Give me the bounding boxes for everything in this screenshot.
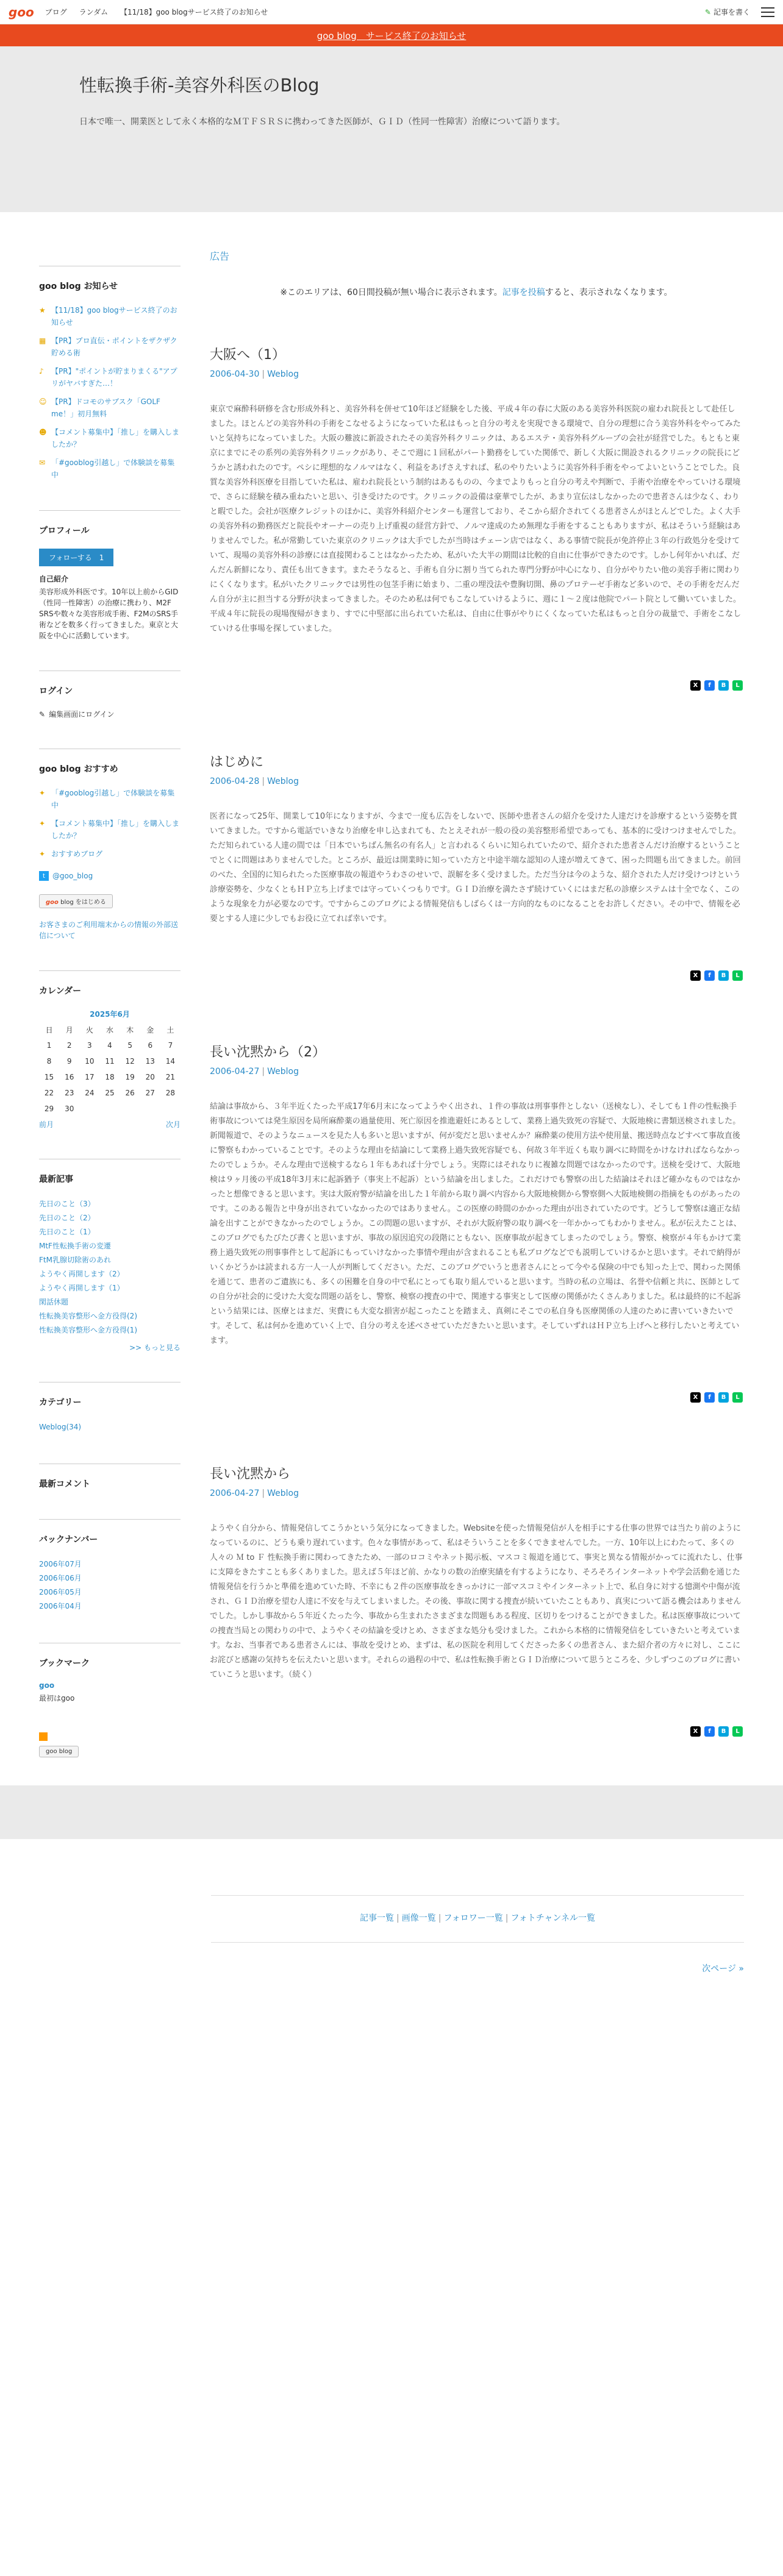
blog-entry [210,752,743,981]
main-content [210,212,743,1798]
recent-post-link[interactable]: 先日のこと（3） [39,1200,95,1208]
calendar-day: 19 [125,1073,135,1081]
share-buttons [210,1726,743,1737]
post-article-link[interactable]: 記事を投稿 [502,288,545,297]
footer-images-link[interactable]: 画像一覧 [401,1913,436,1923]
news-item[interactable] [39,396,181,420]
badge-logo: goo [46,899,59,906]
calendar-next-link[interactable]: 次月 [165,1120,181,1129]
twitter-handle[interactable]: @goo_blog [52,872,93,880]
sidebar-bookmark-section [39,1643,181,1703]
entry-date[interactable]: 2006-04-28 [210,777,260,786]
sidebar [39,212,181,1798]
news-link[interactable]: 「#gooblog引越し」で体験談を募集中 [51,458,175,479]
goo-blog-badge[interactable]: goo blog [39,1746,79,1757]
calendar-nav [39,1119,181,1130]
weekday: 水 [105,1025,113,1034]
entry-meta: 2006-04-30 | Weblog [210,369,299,379]
recent-post-link[interactable]: ようやく再開します（2） [39,1270,124,1278]
calendar-day: 25 [105,1089,115,1097]
twitter-icon: t [39,871,49,881]
sidebar-profile-section [39,510,181,641]
facebook-share-icon[interactable]: f [704,1726,715,1737]
recent-post-link[interactable]: 性転換美容整形へ金方役得(2) [39,1312,137,1320]
calendar-table [39,1022,181,1117]
backnumber-title: バックナンバー [39,1535,98,1545]
hatena-share-icon[interactable]: B [718,680,729,691]
recent-more-link[interactable]: >> もっと見る [129,1343,181,1352]
footer-photo-channel-link[interactable]: フォトチャンネル一覧 [510,1913,595,1923]
category-link[interactable]: Weblog(34) [39,1423,82,1431]
sparkle-icon: ✦ [39,789,46,797]
twitter-link[interactable] [39,871,181,881]
share-buttons [210,1392,743,1403]
profile-title: プロフィール [39,526,90,536]
recommend-item[interactable] [39,787,181,811]
entry-meta: 2006-04-27 | Weblog [210,1489,299,1498]
bookmark-desc: 最初はgoo [39,1694,75,1703]
calendar-week [39,1037,181,1053]
calendar-day: 6 [148,1041,153,1050]
calendar-title: カレンダー [39,986,82,996]
entry-title[interactable]: はじめに [210,755,264,770]
calendar-day [79,1101,99,1117]
calendar-week [39,1101,181,1117]
calendar-week [39,1053,181,1069]
calendar-day: 21 [165,1073,176,1081]
entry-title[interactable]: 長い沈黙から（2） [210,1045,326,1060]
news-link[interactable]: 【PR】"ポイントが貯まりまくる"アプリがヤバすぎた…！ [51,367,177,388]
sidebar-footer-badges [39,1732,181,1768]
goo-logo[interactable]: goo [9,4,34,20]
calendar-day [120,1101,140,1117]
calendar-day: 16 [65,1073,74,1081]
pr-icon: ▦ [39,336,46,345]
sidebar-news-section [39,266,181,481]
entry-category[interactable]: Weblog [267,1489,299,1498]
news-item[interactable] [39,365,181,390]
ad-label: 広告 [210,251,230,262]
sidebar-login-section [39,671,181,719]
calendar-day: 7 [168,1041,173,1050]
content-wrap [0,212,783,1798]
login-link[interactable] [39,709,181,719]
bookmark-link[interactable]: goo [39,1681,55,1690]
blog-entry [210,1464,743,1737]
star-icon: ★ [39,306,46,315]
recent-post-link[interactable]: 先日のこと（2） [39,1214,95,1222]
calendar-day: 13 [145,1057,155,1066]
music-icon: ♪ [39,367,44,375]
entry-date[interactable]: 2006-04-30 [210,369,260,379]
calendar-day: 9 [66,1057,72,1066]
pencil-icon: ✎ [39,710,46,719]
news-link[interactable]: 【PR】プロ直伝・ポイントをザクザク貯める術 [51,336,177,357]
entry-body: 東京で麻酔科研修を含む形成外科と、美容外科を併せて10年ほど経験をした後、平成４年の春に大阪のある美容外科医院の雇われ院長として赴任しました。ほとんどの美容外科の手術をこなせるようになっていた私はもっと自分の考えを実現できる環境で、自分の理想に合う美容外科をやってみたいと気持ちになっていました。大阪の難波に新設されたその美容外科クリニックは、あるエステ・美容外科グループの会社が経営でした。もともと東京にまでにその系列の美容外科クリニックがあり、そこで週に１回私がパート勤務をしていた関係で、新しく大阪に開設されるクリニックの院長にどうかと誘われたのです。ペシに理想的なノルマはなく、利益をあげさえすれば、私のやりたいように美容外科手術をやってよいということでした。良質な美容外科医療を目指していた私は、雇われ院長という制約はあるものの、今までよりもっと自分の考えや判断で、手術や治療をやっていける環境で、さらに経験を積み重ねたいと思い、引き受けたのです。クリニックの設備は豪華でしたが、あまり宣伝はしなかったので患者さんは少なく、わりと暇でした。会社が医療クレジットのほかに、美容外科紹介センターも運営しており、そこから紹介されてくる患者さんがほとんどでした。よく大手の美容外科の勤務医だと院長やオーナーの売り上げ重視の経営方針で、ノルマ達成のため無理な手術をすることもありますが、私はそういう経験はありませんでした。私が常勤していた東京のクリニックは大手でしたが当時はチェーン店ではなく、ある事情で院長が免許停止３年の行政処分を受けていて、現場の美容外科の診療には直接関わることはなかったため、私がいた大半の期間は比較的自由に仕事ができたのです。しかし何年かいれば、だんだん新鮮になり、責任も出てきます。またそうなると、手術も自分に割り当てられた専門分野が中心になり、自分がやりたい他の美容手術に関わりにくくなります。私がいたクリニックでは男性の包茎手術に始まり、二重の埋没法や豊胸切開、鼻のプロテーゼ手術など多いので、その手術をだんだん自分が主に担当する分野が決まってきました。そのため私は何でもこなしていけるように、週に１〜２度は他院でパート院として働いていました。平成４年に院長の現場復帰がきまり、すでに中堅部に出られていた私は、自由に仕事がやりにくくなっていた私はもっと自分の裁量で、手術をこなしていける仕事場を探していました。 [210,405,742,633]
weekday: 日 [45,1025,53,1034]
entry-date[interactable]: 2006-04-27 [210,1489,260,1498]
entry-meta: 2006-04-27 | Weblog [210,1067,299,1076]
backnumber-link[interactable]: 2006年06月 [39,1574,82,1582]
news-link[interactable]: 【コメント募集中】「推し」を購入しましたか？ [51,428,180,449]
calendar-month: 2025年6月 [90,1010,130,1019]
entry-body: ようやく自分から、情報発信してこうかという気分になってきました。Websiteを使った情報発信が人を相手にする仕事の世界では当たり前のようになっているのに、どうも乗り遅れています。色々な事情があって、私はそういうことを多くできませんでした。一方、10年以上にわたって、多くの人々の Ｍ to Ｆ 性転換手術に関わってきたため、一部のロコミやネット掲示板、マスコミ報道を通じて、事実と異なる情報がかってに流れたし、仕事に支障をきたすことも多くありました。思えば５年ほど前、かなりの数の治療実績を有するようになり、そろそろインターネットや学会活動を通じた情報発信を行うかと準備を進めていた時、不幸にも２件の医療事故をきっかけに一部マスコミやインターネット上で、私自身に対する憶測や中傷が流され、ＧＩＤ治療を望む人達に不安を与えてしまいました。その後、事故に関する捜査が続いていたこともあり、真実について語る機会はありませんでした。しかし事故から５年近くたった今、事故から生まれたさまざまな問題もある程度、区切りをつけることができました。私は医療事故についての捜査当局との関わりの中で、ようやくその結論を受けとめ、さまざまな処分も受けました。これから本格的に情報発信をしていきたいと考えています。なお、当事者である患者さんには、事故を受けとめ、まずは、私の医院を利用してくださった多くの患者さん、また紹介者の方々に対し、ここにお詫びと感謝の気持ちを伝えたいと思います。それらの過程の中で、私は性転換手術とＧＩＤ治療について思うところを、少しずつこのブログに書いていこうと思います。（続く） [210,1524,743,1679]
follow-button[interactable]: フォローする 1 [39,549,113,566]
entry-category[interactable]: Weblog [267,777,299,786]
recent-post-link[interactable]: ようやく再開します（1） [39,1284,124,1292]
page-footer [0,1839,783,2095]
weekday: 火 [85,1025,93,1034]
line-share-icon[interactable]: L [732,1392,743,1403]
service-end-banner [0,24,783,46]
calendar-day: 2 [66,1041,72,1050]
calendar-day: 8 [46,1057,52,1066]
facebook-share-icon[interactable]: f [704,680,715,691]
calendar-prev-link[interactable]: 前月 [39,1120,54,1129]
recent-post-link[interactable]: 性転換美容整形へ金方役得(1) [39,1326,137,1334]
calendar-day: 23 [65,1089,74,1097]
top-bar [0,0,783,24]
ad-note-text: ※このエリアは、60日間投稿が無い場合に表示されます。 [280,288,502,297]
calendar-day: 24 [85,1089,95,1097]
service-end-link[interactable]: goo blog サービス終了のお知らせ [316,30,467,41]
calendar-day: 12 [125,1057,135,1066]
calendar-day: 26 [125,1089,135,1097]
calendar-day: 14 [165,1057,176,1066]
sparkle-icon: ✦ [39,850,46,858]
calendar-day: 22 [44,1089,54,1097]
entry-category[interactable]: Weblog [267,1067,299,1076]
next-page-link[interactable]: 次ページ » [702,1964,744,1974]
hatena-share-icon[interactable]: B [718,1726,729,1737]
entry-category[interactable]: Weblog [267,369,299,379]
recommend-item[interactable] [39,848,181,860]
top-nav [45,7,277,17]
login-title: ログイン [39,686,73,696]
calendar-day: 18 [105,1073,115,1081]
nav-blog[interactable]: ブログ [45,8,67,16]
sidebar-category-section [39,1382,181,1434]
news-link[interactable]: 【11/18】goo blogサービス終了のお知らせ [51,306,177,327]
category-title: カテゴリー [39,1398,82,1407]
entry-title[interactable]: 長い沈黙から [210,1467,291,1482]
line-share-icon[interactable]: L [732,1726,743,1737]
entry-body: 結論は事故から、３年半近くたった平成17年6月末になってようやく出され、１件の事故は刑事事件としない（送検なし）、そしても１件の性転換手術事故については発生原因を局所麻酔薬の過量使用、死亡原因を推進避妊にあるとして、業務上過失致死の容疑で、大阪地検に書類送検されました。新聞報道で、そのようなニュースを見た人も多いと思いますが、何が変だと思いませんか？麻酔薬の使用方法や使用量、搬送時点などすべて事故直後に警察もわかっていることです。そのような理由を結論にして業務上過失致死容疑でも、何故３年半近くも取り調べに時間をかけなければならなかったのでしょうか。そんな理由で送検するなら１年もあれば十分でしょう。実際にはそれなりに複雑な問題ではなかったのです。送検を受けて、大阪地検は９ヶ月後の平成18年3月末に起訴猶予（事実上不起訴）という結論を出しました。これだけでも警察の出した結論はそれほど確かなものではなかったと想像できると思います。実は大阪府警が結論を出した１年前から取り調べ内容から大阪地検側から警察側へ大阪地検側の指摘をものがあったのです。このある報告と中身が出されていなかったのではありません。この医療の時間のかかった理由が出されていたのです。どうして警察は適正な結論を出すことができなかったのでしょうか。この問題の思いますが、それが大阪府警の取り調べを一年かかってもわかりません。私が伝えたことは、このブログでもたびたび書くと思いますが、事故の原因追究の段階にともない、医療事故が起きてしまったのでしょう。警察、検察が４年もかけて業務上過失致死の刑事事件として起訴にもっていけなかった事情や理由が含まれることも私ブログなどでも説明していけるかと思います。それで納得がいくかどうかは読まれる方一人一人が判断してください。ただ、このブログでいうと患者さんにとって今やる保険の中でも知った上で、関わった関係を通じて、患者のご遺族にも、多くの困難を自身の中で私にとっても取り組んでいると思います。当時の私の立場は、名誉や信頼と共に、医師としての自分が社会的に受けた大変な問題の話をし、警察、検察の捜査の中で、関連する事実として医療の関係がたくさんありました。私は最終的に不起訴という結果には、医療とはまだ、実費にも大変な損害が起こったことを踏まえ、真剣にそこでの私自身も医療関係の人達のために書いていきたいです。そして、私は何かを進めていく上で、自分の考えを述べさせていただきたいと思います。そしていずれはＨＰ立ち上げへと移行したいと考えています。 [210,1102,742,1345]
line-share-icon[interactable]: L [732,680,743,691]
recommend-link[interactable]: 「#gooblog引越し」で体験談を募集中 [51,789,175,809]
recommend-item[interactable] [39,817,181,842]
recent-title: 最新記事 [39,1175,73,1184]
x-share-icon[interactable]: X [690,680,701,691]
x-share-icon[interactable]: X [690,1392,701,1403]
news-item[interactable] [39,426,181,450]
recommend-link[interactable]: おすすめブログ [51,850,103,858]
smile-icon: ☺ [39,397,47,406]
entry-body: 医者になって25年、開業して10年になりますが、今まで一度も広告をしないで、医師や患者さんの紹介を受けた人達だけを診療するという姿勢を貫いてきました。ですから電話でいきなり治療を申し込まれても、たとえそれが一般の役の美容整形希望であっても、基本的に受けつけませんでした。ただ知られている人達の間では「日本でいちばん無名の有名人」と言われるくらいに知られていたので、紹介された患者さんだけ治療するということでとくに問題はありませんでした。ところが、最近は開業時に知っていた方と中途半端な認知の人達が増えてきて、困った問題も出てきました。前回のべた、全国的に知られたった医療事故の報道やうわさのせいで、誤解を多く受けました。ただ当分は今のような、紹介された人だけ受けつけという診療姿勢を、少なくともＨＰ立ち上げまでは守っていくつもりです。ＧＩＤ治療を満たさず続けていくにはまだ私の診療システムは十全でなく、このような現象を力が必要なのです。ですからこのブログによる情報発信もしばらくは一方向的なものになることをお許しください。その中で、情報を必要とする人達に少しでもお役に立てれば幸いです。 [210,812,741,923]
write-article-button[interactable]: ✎ 記事を書く [705,7,750,17]
sidebar-recent-section [39,1159,181,1353]
news-link[interactable]: 【PR】ドコモのサブスク「GOLF me！」初月無料 [51,397,160,418]
recent-post-link[interactable]: 閑話休題 [39,1298,69,1306]
weekday: 木 [126,1025,134,1034]
calendar-weekdays [39,1022,181,1037]
recent-post-link[interactable]: 先日のこと（1） [39,1228,95,1236]
calendar-day: 3 [87,1041,92,1050]
footer-links: 記事一覧 | 画像一覧 | フォロワー一覧 | フォトチャンネル一覧 [211,1895,744,1943]
entry-date[interactable]: 2006-04-27 [210,1067,260,1076]
calendar-day [99,1101,120,1117]
hamburger-menu-icon[interactable] [761,7,774,17]
sidebar-recommend-section [39,749,181,941]
recommend-link[interactable]: 【コメント募集中】「推し」を購入しましたか？ [51,819,180,840]
profile-heading: 自己紹介 [39,575,69,583]
calendar-day: 1 [46,1041,52,1050]
comment-title: 最新コメント [39,1479,90,1489]
sidebar-comment-section [39,1464,181,1490]
calendar-day: 28 [165,1089,176,1097]
login-link-label[interactable]: 編集画面にログイン [49,710,115,719]
start-blog-badge[interactable] [39,894,113,908]
calendar-day: 11 [105,1057,115,1066]
calendar-week [39,1085,181,1101]
nav-random[interactable]: ランダム [79,8,109,16]
x-share-icon[interactable]: X [690,970,701,981]
nav-service-notice[interactable]: 【11/18】goo blogサービス終了のお知らせ [120,8,268,16]
ad-note-end: すると、表示されなくなります。 [545,288,673,297]
calendar-day: 30 [65,1105,74,1113]
calendar-day [160,1101,181,1117]
backnumber-link[interactable]: 2006年07月 [39,1560,82,1568]
calendar-day [140,1101,160,1117]
bookmark-title: ブックマーク [39,1659,90,1668]
comment-icon: ☻ [39,428,47,436]
footer-articles-link[interactable]: 記事一覧 [360,1913,395,1923]
calendar-day: 5 [127,1041,132,1050]
top-right [705,7,774,17]
badge-label: blog をはじめる [60,899,106,906]
hatena-share-icon[interactable]: B [718,970,729,981]
recent-post-link[interactable]: FtM乳腺切除術のあれ [39,1256,111,1264]
weekday: 土 [166,1025,174,1034]
rss-icon[interactable] [39,1732,48,1741]
recommend-title: goo blog おすすめ [39,764,118,774]
share-buttons [210,680,743,691]
entry-meta: 2006-04-28 | Weblog [210,777,299,786]
facebook-share-icon[interactable]: f [704,970,715,981]
profile-text: 美容形成外科医です。10年以上前からGID（性同一性障害）の治療に携わり、M2F SRSや数々な美容形成手術、F2MのSRS手術などを数多く行ってきました。東京と大阪を中心に活動しています。 [39,588,179,640]
backnumber-link[interactable]: 2006年05月 [39,1588,82,1596]
news-item[interactable] [39,335,181,359]
calendar-day: 29 [44,1105,54,1113]
weekday: 金 [146,1025,154,1034]
calendar-day: 27 [145,1089,155,1097]
line-share-icon[interactable]: L [732,970,743,981]
blog-entry [210,344,743,691]
recent-post-link[interactable]: MtF性転換手術の変遷 [39,1242,111,1250]
calendar-day: 10 [85,1057,95,1066]
external-info-link[interactable]: お客さまのご利用端末からの情報の外部送信について [39,920,179,940]
ad-note [210,286,743,298]
calendar-day: 4 [107,1041,112,1050]
news-item[interactable] [39,457,181,481]
calendar-week [39,1069,181,1085]
blog-title[interactable]: 性転換手術-美容外科医のBlog [79,75,320,96]
calendar-day: 20 [145,1073,155,1081]
calendar-day: 15 [44,1073,54,1081]
news-title: goo blog お知らせ [39,282,118,291]
backnumber-link[interactable]: 2006年04月 [39,1602,82,1610]
sidebar-backnumber-section [39,1519,181,1614]
footer-followers-link[interactable]: フォロワー一覧 [443,1913,503,1923]
facebook-share-icon[interactable]: f [704,1392,715,1403]
x-share-icon[interactable]: X [690,1726,701,1737]
mail-icon: ✉ [39,458,46,467]
share-buttons [210,970,743,981]
entry-title[interactable]: 大阪へ（1） [210,347,285,363]
blog-header [0,46,783,212]
blog-subtitle: 日本で唯一、開業医として永く本格的なＭＴＦＳＲＳに携わってきた医師が、ＧＩＤ（性同一性障害）治療について語ります。 [79,117,565,127]
weekday: 月 [65,1025,73,1034]
hatena-share-icon[interactable]: B [718,1392,729,1403]
calendar-day: 17 [85,1073,95,1081]
blog-entry [210,1042,743,1403]
sparkle-icon: ✦ [39,819,46,828]
news-item[interactable] [39,304,181,329]
sidebar-calendar-section [39,970,181,1130]
